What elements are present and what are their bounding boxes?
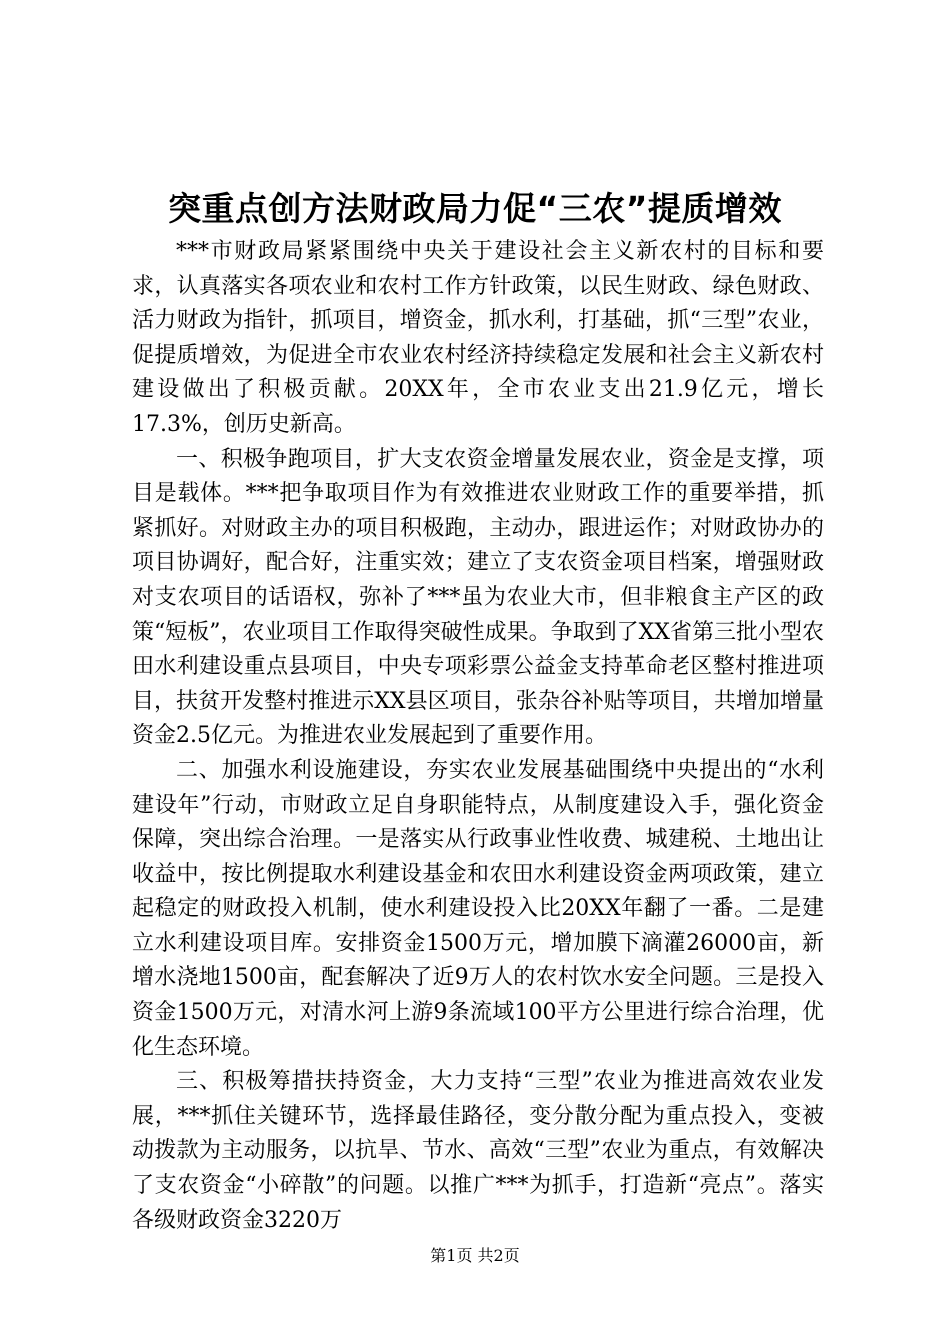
paragraph-intro: ***市财政局紧紧围绕中央关于建设社会主义新农村的目标和要求，认真落实各项农业和农村工作方针政策，以民生财政、绿色财政、活力财政为指针，抓项目，增资金，抓水利，打基础，抓“三型”农业，促提质增效，为促进全市农业农村经济持续稳定发展和社会主义新农村建设做出了积极贡献。20XX年，全市农业支出21.9亿元，增长17.3%，创历史新高。 <box>132 239 824 437</box>
paragraph-section-3: 三、积极筹措扶持资金，大力支持“三型”农业为推进高效农业发展，***抓住关键环节，选择最佳路径，变分散分配为重点投入，变被动拨款为主动服务，以抗旱、节水、高效“三型”农业为重点，有效解决了支农资金“小碎散”的问题。以推广***为抓手，打造新“亮点”。落实各级财政资金3220万 <box>132 1069 824 1233</box>
document-title: 突重点创方法财政局力促“三农”提质增效 <box>168 189 782 228</box>
paragraph-section-1: 一、积极争跑项目，扩大支农资金增量发展农业，资金是支撑，项目是载体。***把争取项目作为有效推进农业财政工作的重要举措，抓紧抓好。对财政主办的项目积极跑，主动办，跟进运作；对财政协办的项目协调好，配合好，注重实效；建立了支农资金项目档案，增强财政对支农项目的话语权，弥补了***虽为农业大市，但非粮食主产区的政策“短板”，农业项目工作取得突破性成果。争取到了XX省第三批小型农田水利建设重点县项目，中央专项彩票公益金支持革命老区整村推进项目，扶贫开发整村推进示XX县区项目，张杂谷补贴等项目，共增加增量资金2.5亿元。为推进农业发展起到了重要作用。 <box>132 446 824 749</box>
page-number-footer: 第1页 共2页 <box>430 1246 520 1265</box>
document-body <box>132 235 824 1238</box>
paragraph-section-2: 二、加强水利设施建设，夯实农业发展基础围绕中央提出的“水利建设年”行动，市财政立足自身职能特点，从制度建设入手，强化资金保障，突出综合治理。一是落实从行政事业性收费、城建税、土地出让收益中，按比例提取水利建设基金和农田水利建设资金两项政策，建立起稳定的财政投入机制，使水利建设投入比20XX年翻了一番。二是建立水利建设项目库。安排资金1500万元，增加膜下滴灌26000亩，新增水浇地1500亩，配套解决了近9万人的农村饮水安全问题。三是投入资金1500万元，对清水河上游9条流域100平方公里进行综合治理，优化生态环境。 <box>132 757 824 1060</box>
